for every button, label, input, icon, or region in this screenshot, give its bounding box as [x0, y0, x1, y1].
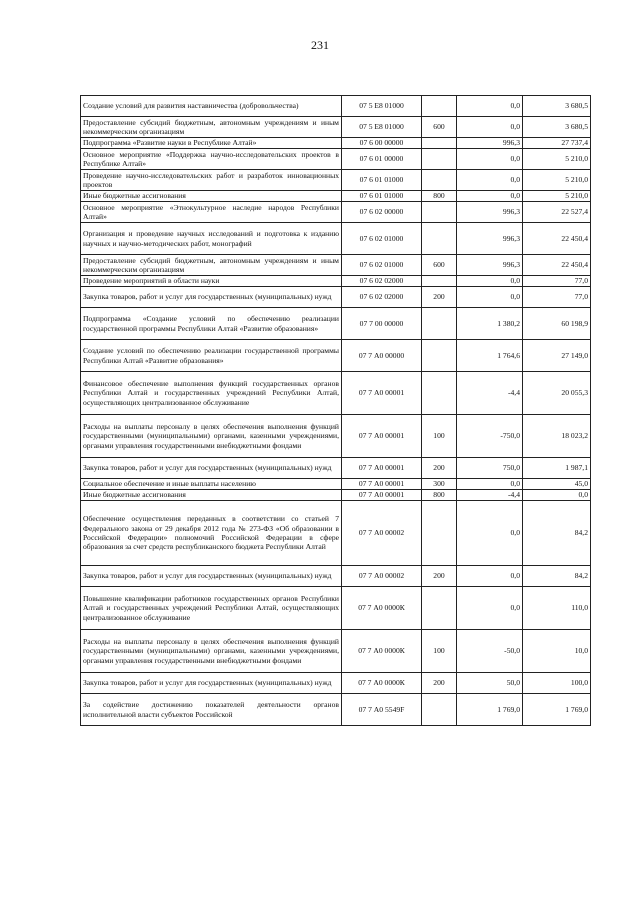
- row-type-cell: 200: [422, 458, 457, 479]
- row-total-cell: 5 210,0: [523, 191, 591, 202]
- table-row: [81, 191, 591, 202]
- table-row: [81, 202, 591, 223]
- row-type-cell: 600: [422, 117, 457, 138]
- table-row: [81, 566, 591, 587]
- row-total-cell: 20 055,3: [523, 372, 591, 415]
- row-change-cell: 0,0: [457, 117, 523, 138]
- row-type-cell: 300: [422, 479, 457, 490]
- row-change-cell: -50,0: [457, 630, 523, 673]
- row-name-cell: Предоставление субсидий бюджетным, автономным учреждениям и иным некоммерческим организациям: [81, 117, 342, 138]
- row-name-cell: Закупка товаров, работ и услуг для государственных (муниципальных) нужд: [81, 673, 342, 694]
- row-code-cell: 07 6 02 01000: [342, 223, 422, 255]
- row-total-cell: 77,0: [523, 276, 591, 287]
- row-total-cell: 3 680,5: [523, 117, 591, 138]
- table-row: [81, 372, 591, 415]
- row-total-cell: 10,0: [523, 630, 591, 673]
- row-change-cell: -750,0: [457, 415, 523, 458]
- table-row: [81, 117, 591, 138]
- page-number: 231: [311, 38, 329, 52]
- row-code-cell: 07 5 E8 01000: [342, 117, 422, 138]
- row-type-cell: 800: [422, 490, 457, 501]
- row-code-cell: 07 6 01 01000: [342, 170, 422, 191]
- row-type-cell: 800: [422, 191, 457, 202]
- row-type-cell: [422, 372, 457, 415]
- row-type-cell: [422, 202, 457, 223]
- row-code-cell: 07 6 02 00000: [342, 202, 422, 223]
- row-type-cell: [422, 149, 457, 170]
- row-name-cell: Финансовое обеспечение выполнения функций государственных органов Республики Алтай и государственных учреждений Республики Алтай, осуществляющих централизованное обслуживание: [81, 372, 342, 415]
- row-total-cell: 22 450,4: [523, 255, 591, 276]
- row-change-cell: 0,0: [457, 479, 523, 490]
- row-code-cell: 07 6 02 02000: [342, 276, 422, 287]
- row-name-cell: Основное мероприятие «Этнокультурное наследие народов Республики Алтай»: [81, 202, 342, 223]
- row-total-cell: 1 987,1: [523, 458, 591, 479]
- table-row: [81, 630, 591, 673]
- row-name-cell: Создание условий по обеспечению реализации государственной программы Республики Алтай «Развитие образования»: [81, 340, 342, 372]
- row-name-cell: Иные бюджетные ассигнования: [81, 490, 342, 501]
- table-row: [81, 276, 591, 287]
- row-code-cell: 07 6 01 00000: [342, 149, 422, 170]
- row-code-cell: 07 7 А0 00000: [342, 340, 422, 372]
- row-change-cell: 50,0: [457, 673, 523, 694]
- row-change-cell: 0,0: [457, 276, 523, 287]
- row-total-cell: 22 450,4: [523, 223, 591, 255]
- row-total-cell: 110,0: [523, 587, 591, 630]
- row-change-cell: -4,4: [457, 490, 523, 501]
- table-row: [81, 96, 591, 117]
- row-change-cell: 0,0: [457, 501, 523, 566]
- row-total-cell: 22 527,4: [523, 202, 591, 223]
- row-code-cell: 07 7 А0 0000К: [342, 673, 422, 694]
- table-row: [81, 287, 591, 308]
- table-row: [81, 587, 591, 630]
- table-row: [81, 138, 591, 149]
- row-type-cell: [422, 223, 457, 255]
- row-type-cell: [422, 170, 457, 191]
- row-total-cell: 60 198,9: [523, 308, 591, 340]
- table-row: [81, 340, 591, 372]
- table-row: [81, 149, 591, 170]
- row-change-cell: 996,3: [457, 202, 523, 223]
- table-row: [81, 255, 591, 276]
- table-row: [81, 501, 591, 566]
- row-change-cell: 1 769,0: [457, 694, 523, 726]
- row-change-cell: 0,0: [457, 287, 523, 308]
- row-code-cell: 07 7 00 00000: [342, 308, 422, 340]
- table-row: [81, 479, 591, 490]
- row-code-cell: 07 7 А0 00001: [342, 415, 422, 458]
- row-name-cell: Закупка товаров, работ и услуг для государственных (муниципальных) нужд: [81, 566, 342, 587]
- row-code-cell: 07 7 А0 00002: [342, 566, 422, 587]
- row-type-cell: 100: [422, 630, 457, 673]
- row-name-cell: Проведение научно-исследовательских работ и разработок инновационных проектов: [81, 170, 342, 191]
- row-change-cell: 0,0: [457, 566, 523, 587]
- row-code-cell: 07 7 А0 0000К: [342, 587, 422, 630]
- row-code-cell: 07 7 А0 00001: [342, 479, 422, 490]
- row-change-cell: 0,0: [457, 587, 523, 630]
- row-code-cell: 07 7 А0 00002: [342, 501, 422, 566]
- row-code-cell: 07 6 02 02000: [342, 287, 422, 308]
- row-change-cell: 0,0: [457, 96, 523, 117]
- row-name-cell: Подпрограмма «Создание условий по обеспечению реализации государственной программы Республики Алтай «Развитие образования»: [81, 308, 342, 340]
- table-row: [81, 415, 591, 458]
- row-code-cell: 07 6 02 01000: [342, 255, 422, 276]
- row-name-cell: Проведение мероприятий в области науки: [81, 276, 342, 287]
- table-row: [81, 694, 591, 726]
- row-change-cell: -4,4: [457, 372, 523, 415]
- table-row: [81, 458, 591, 479]
- row-total-cell: 84,2: [523, 566, 591, 587]
- row-type-cell: 200: [422, 673, 457, 694]
- row-change-cell: 1 380,2: [457, 308, 523, 340]
- row-type-cell: [422, 694, 457, 726]
- row-total-cell: 45,0: [523, 479, 591, 490]
- row-type-cell: [422, 96, 457, 117]
- row-total-cell: 84,2: [523, 501, 591, 566]
- row-type-cell: [422, 276, 457, 287]
- row-type-cell: 200: [422, 287, 457, 308]
- table-row: [81, 223, 591, 255]
- row-name-cell: Организация и проведение научных исследований и подготовка к изданию научных и научно-методических работ, монографий: [81, 223, 342, 255]
- row-type-cell: [422, 501, 457, 566]
- row-total-cell: 0,0: [523, 490, 591, 501]
- row-total-cell: 3 680,5: [523, 96, 591, 117]
- row-change-cell: 0,0: [457, 170, 523, 191]
- row-name-cell: Закупка товаров, работ и услуг для государственных (муниципальных) нужд: [81, 287, 342, 308]
- row-total-cell: 77,0: [523, 287, 591, 308]
- row-code-cell: 07 6 00 00000: [342, 138, 422, 149]
- row-code-cell: 07 7 А0 00001: [342, 372, 422, 415]
- budget-table-body: [81, 96, 591, 726]
- row-code-cell: 07 7 А0 00001: [342, 458, 422, 479]
- row-type-cell: [422, 587, 457, 630]
- table-row: [81, 308, 591, 340]
- row-change-cell: 996,3: [457, 138, 523, 149]
- row-change-cell: 996,3: [457, 223, 523, 255]
- row-code-cell: 07 7 А0 00001: [342, 490, 422, 501]
- table-row: [81, 490, 591, 501]
- budget-table: [80, 95, 591, 726]
- row-name-cell: Расходы на выплаты персоналу в целях обеспечения выполнения функций государственными (муниципальными) органами, казенными учреждениями, органами управления государственными внебюджетными фондами: [81, 415, 342, 458]
- row-change-cell: 0,0: [457, 191, 523, 202]
- row-type-cell: 600: [422, 255, 457, 276]
- row-name-cell: Подпрограмма «Развитие науки в Республике Алтай»: [81, 138, 342, 149]
- table-row: [81, 170, 591, 191]
- table-row: [81, 673, 591, 694]
- row-name-cell: Основное мероприятие «Поддержка научно-исследовательских проектов в Республике Алтай»: [81, 149, 342, 170]
- row-total-cell: 100,0: [523, 673, 591, 694]
- row-type-cell: 200: [422, 566, 457, 587]
- row-change-cell: 0,0: [457, 149, 523, 170]
- row-code-cell: 07 7 А0 0000К: [342, 630, 422, 673]
- row-total-cell: 5 210,0: [523, 170, 591, 191]
- row-type-cell: [422, 340, 457, 372]
- row-code-cell: 07 6 01 01000: [342, 191, 422, 202]
- row-code-cell: 07 7 А0 5549F: [342, 694, 422, 726]
- row-name-cell: Обеспечение осуществления переданных в соответствии со статьей 7 Федерального закона от 29 декабря 2012 года № 273-ФЗ «Об образовании в Российской Федерации» полномочий Российской Федерации в сфере образования за счет средств республиканского бюджета Республики Алтай: [81, 501, 342, 566]
- row-total-cell: 5 210,0: [523, 149, 591, 170]
- row-change-cell: 996,3: [457, 255, 523, 276]
- row-name-cell: Иные бюджетные ассигнования: [81, 191, 342, 202]
- row-change-cell: 1 764,6: [457, 340, 523, 372]
- row-name-cell: Создание условий для развития наставничества (добровольчества): [81, 96, 342, 117]
- row-name-cell: Закупка товаров, работ и услуг для государственных (муниципальных) нужд: [81, 458, 342, 479]
- row-total-cell: 27 737,4: [523, 138, 591, 149]
- row-change-cell: 750,0: [457, 458, 523, 479]
- row-name-cell: Повышение квалификации работников государственных органов Республики Алтай и государственных учреждений Республики Алтай, осуществляющих централизованное обслуживание: [81, 587, 342, 630]
- row-total-cell: 18 023,2: [523, 415, 591, 458]
- row-name-cell: Расходы на выплаты персоналу в целях обеспечения выполнения функций государственными (муниципальными) органами, казенными учреждениями, органами управления государственными внебюджетными фондами: [81, 630, 342, 673]
- row-code-cell: 07 5 E8 01000: [342, 96, 422, 117]
- row-name-cell: За содействие достижению показателей деятельности органов исполнительной власти субъектов Российской: [81, 694, 342, 726]
- row-type-cell: [422, 138, 457, 149]
- row-total-cell: 1 769,0: [523, 694, 591, 726]
- row-name-cell: Социальное обеспечение и иные выплаты населению: [81, 479, 342, 490]
- row-name-cell: Предоставление субсидий бюджетным, автономным учреждениям и иным некоммерческим организациям: [81, 255, 342, 276]
- row-type-cell: [422, 308, 457, 340]
- row-type-cell: 100: [422, 415, 457, 458]
- row-total-cell: 27 149,0: [523, 340, 591, 372]
